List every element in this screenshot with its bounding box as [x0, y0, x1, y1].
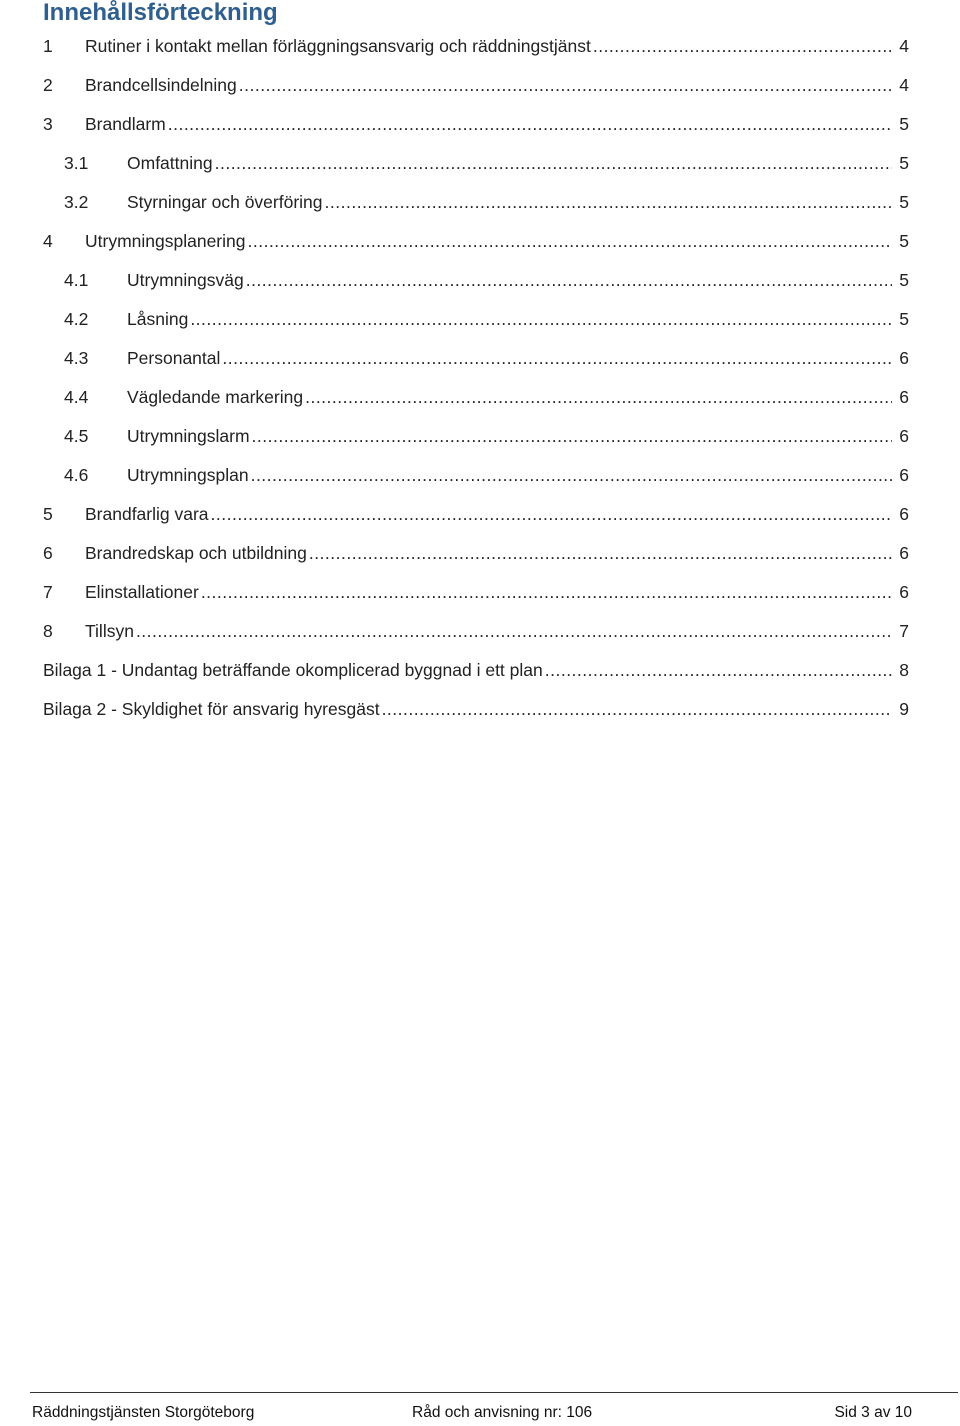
toc-entry-4-5[interactable]: [0, 417, 960, 456]
toc-entry-label: Styrningar och överföring: [127, 192, 323, 212]
toc-heading: Innehållsförteckning: [43, 0, 278, 26]
toc-entry-4-4[interactable]: [0, 378, 960, 417]
dot-leader: [201, 573, 892, 612]
toc-entry-number: 2: [43, 75, 53, 95]
toc-entry-3[interactable]: [0, 105, 960, 144]
dot-leader: [190, 300, 892, 339]
toc-entry-number: 4.6: [64, 465, 89, 485]
toc-entry-label: Brandcellsindelning: [85, 75, 237, 95]
dot-leader: [325, 183, 892, 222]
toc-entry-number: 6: [43, 543, 53, 563]
toc-entry-number: 8: [43, 621, 53, 641]
toc-entry-page: 6: [899, 504, 909, 524]
toc-entry-page: 9: [899, 699, 909, 719]
toc-entry-label: Utrymningslarm: [127, 426, 250, 446]
dot-leader: [211, 495, 892, 534]
toc-entry-7[interactable]: [0, 573, 960, 612]
toc-entry-3-2[interactable]: [0, 183, 960, 222]
toc-entry-bilaga-2[interactable]: [0, 690, 960, 729]
toc-entry-page: 5: [899, 114, 909, 134]
page-footer: [0, 1404, 960, 1426]
toc-entry-number: 7: [43, 582, 53, 602]
dot-leader: [305, 378, 892, 417]
toc-entry-6[interactable]: [0, 534, 960, 573]
footer-advice-number: Råd och anvisning nr: 106: [412, 1404, 593, 1421]
dot-leader: [382, 690, 892, 729]
toc-entry-page: 6: [899, 582, 909, 602]
toc-entry-number: 4.5: [64, 426, 89, 446]
toc-entry-page: 6: [899, 543, 909, 563]
toc-entry-number: 4.3: [64, 348, 89, 368]
toc-entry-page: 4: [899, 75, 909, 95]
dot-leader: [593, 27, 892, 66]
toc-entry-label: Omfattning: [127, 153, 213, 173]
toc-entry-page: 6: [899, 348, 909, 368]
toc-entry-number: 3.2: [64, 192, 89, 212]
toc-entry-3-1[interactable]: [0, 144, 960, 183]
toc-entry-label: Rutiner i kontakt mellan förläggningsansvarig och räddningstjänst: [85, 36, 591, 56]
toc-entry-label: Bilaga 2 - Skyldighet för ansvarig hyresgäst: [43, 699, 380, 719]
footer-page-indicator: Sid 3 av 10: [834, 1404, 912, 1421]
toc-entry-label: Elinstallationer: [85, 582, 199, 602]
toc-entry-number: 1: [43, 36, 53, 56]
toc-entry-number: 4: [43, 231, 53, 251]
toc-entry-number: 4.2: [64, 309, 89, 329]
dot-leader: [252, 417, 892, 456]
toc-entry-8[interactable]: [0, 612, 960, 651]
toc-entry-page: 6: [899, 465, 909, 485]
toc-entry-label: Brandredskap och utbildning: [85, 543, 307, 563]
toc-entry-2[interactable]: [0, 66, 960, 105]
toc-entry-number: 4.4: [64, 387, 89, 407]
toc-entry-number: 3.1: [64, 153, 89, 173]
toc-list: [0, 27, 960, 729]
dot-leader: [136, 612, 892, 651]
dot-leader: [545, 651, 892, 690]
toc-entry-number: 3: [43, 114, 53, 134]
dot-leader: [309, 534, 892, 573]
toc-entry-1[interactable]: [0, 27, 960, 66]
toc-entry-page: 5: [899, 192, 909, 212]
toc-entry-4-6[interactable]: [0, 456, 960, 495]
toc-entry-number: 4.1: [64, 270, 89, 290]
toc-entry-4-3[interactable]: [0, 339, 960, 378]
toc-entry-bilaga-1[interactable]: [0, 651, 960, 690]
toc-entry-5[interactable]: [0, 495, 960, 534]
toc-entry-label: Tillsyn: [85, 621, 134, 641]
toc-entry-label: Utrymningsväg: [127, 270, 244, 290]
dot-leader: [248, 222, 893, 261]
toc-entry-4[interactable]: [0, 222, 960, 261]
toc-entry-label: Brandfarlig vara: [85, 504, 209, 524]
toc-entry-page: 5: [899, 231, 909, 251]
toc-entry-label: Utrymningsplanering: [85, 231, 246, 251]
footer-organization: Räddningstjänsten Storgöteborg: [32, 1404, 255, 1421]
toc-entry-label: Bilaga 1 - Undantag beträffande okomplicerad byggnad i ett plan: [43, 660, 543, 680]
toc-entry-page: 6: [899, 426, 909, 446]
toc-entry-page: 7: [899, 621, 909, 641]
dot-leader: [239, 66, 892, 105]
footer-divider: [30, 1392, 958, 1393]
toc-entry-page: 5: [899, 270, 909, 290]
dot-leader: [251, 456, 892, 495]
toc-entry-page: 6: [899, 387, 909, 407]
toc-entry-label: Brandlarm: [85, 114, 166, 134]
dot-leader: [222, 339, 892, 378]
toc-entry-number: 5: [43, 504, 53, 524]
toc-entry-4-2[interactable]: [0, 300, 960, 339]
dot-leader: [215, 144, 892, 183]
toc-entry-label: Vägledande markering: [127, 387, 304, 407]
toc-entry-label: Utrymningsplan: [127, 465, 249, 485]
toc-entry-page: 8: [899, 660, 909, 680]
dot-leader: [246, 261, 892, 300]
toc-entry-page: 4: [899, 36, 909, 56]
toc-entry-label: Låsning: [127, 309, 189, 329]
toc-entry-page: 5: [899, 309, 909, 329]
toc-entry-4-1[interactable]: [0, 261, 960, 300]
toc-entry-page: 5: [899, 153, 909, 173]
toc-entry-label: Personantal: [127, 348, 221, 368]
dot-leader: [168, 105, 892, 144]
